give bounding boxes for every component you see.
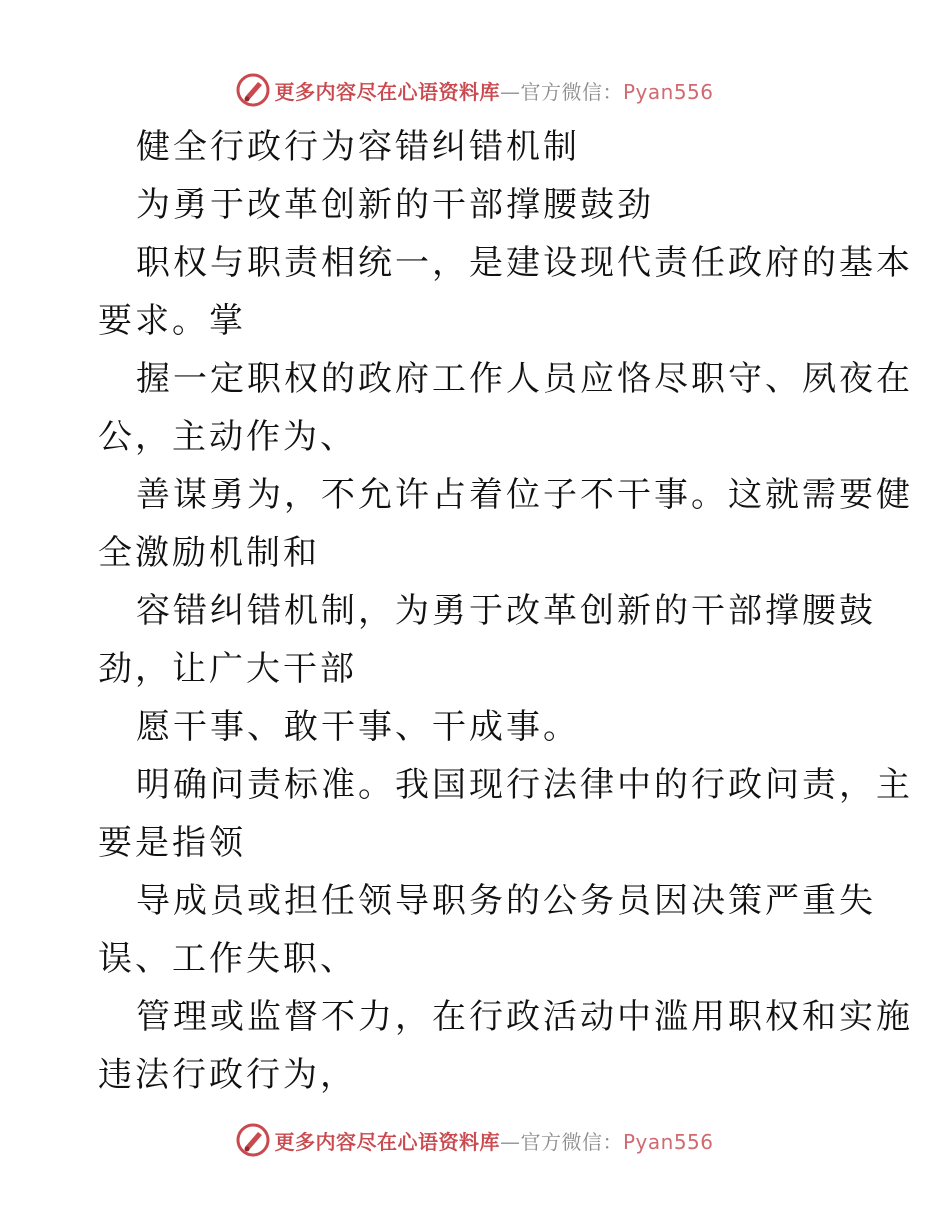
- doc-line: 要求。掌: [98, 301, 246, 341]
- banner-dash: —: [499, 1129, 521, 1154]
- logo-icon: [236, 73, 270, 107]
- logo-icon: [236, 1123, 270, 1157]
- doc-line: 握一定职权的政府工作人员应恪尽职守、夙夜在: [136, 359, 913, 399]
- footer-banner: [0, 1120, 950, 1160]
- doc-line: 善谋勇为，不允许占着位子不干事。这就需要健: [136, 475, 913, 515]
- doc-line: 导成员或担任领导职务的公务员因决策严重失: [136, 881, 876, 921]
- doc-line: 劲，让广大干部: [98, 649, 357, 689]
- doc-line: 管理或监督不力，在行政活动中滥用职权和实施: [136, 997, 913, 1037]
- doc-line: 健全行政行为容错纠错机制: [136, 127, 580, 167]
- doc-line: 愿干事、敢干事、干成事。: [136, 707, 580, 747]
- banner-dash: —: [499, 79, 521, 104]
- document-body: [98, 118, 913, 1104]
- header-banner: [0, 70, 950, 110]
- banner-wechat-label: 官方微信：: [520, 1129, 623, 1154]
- banner-wechat-id: Pyan556: [622, 1129, 714, 1154]
- banner-main: 更多内容尽在心语资料库: [274, 79, 500, 104]
- doc-line: 全激励机制和: [98, 533, 320, 573]
- banner-main: 更多内容尽在心语资料库: [274, 1129, 500, 1154]
- doc-line: 为勇于改革创新的干部撑腰鼓劲: [136, 185, 654, 225]
- doc-line: 公，主动作为、: [98, 417, 357, 457]
- doc-line: 容错纠错机制，为勇于改革创新的干部撑腰鼓: [136, 591, 876, 631]
- doc-line: 职权与职责相统一，是建设现代责任政府的基本: [136, 243, 913, 283]
- doc-line: 明确问责标准。我国现行法律中的行政问责，主: [136, 765, 913, 805]
- doc-line: 要是指领: [98, 823, 246, 863]
- banner-wechat-label: 官方微信：: [520, 79, 623, 104]
- doc-line: 违法行政行为，: [98, 1055, 357, 1095]
- doc-line: 误、工作失职、: [98, 939, 357, 979]
- banner-text: [274, 1126, 713, 1155]
- banner-text: [274, 76, 713, 105]
- banner-wechat-id: Pyan556: [622, 79, 714, 104]
